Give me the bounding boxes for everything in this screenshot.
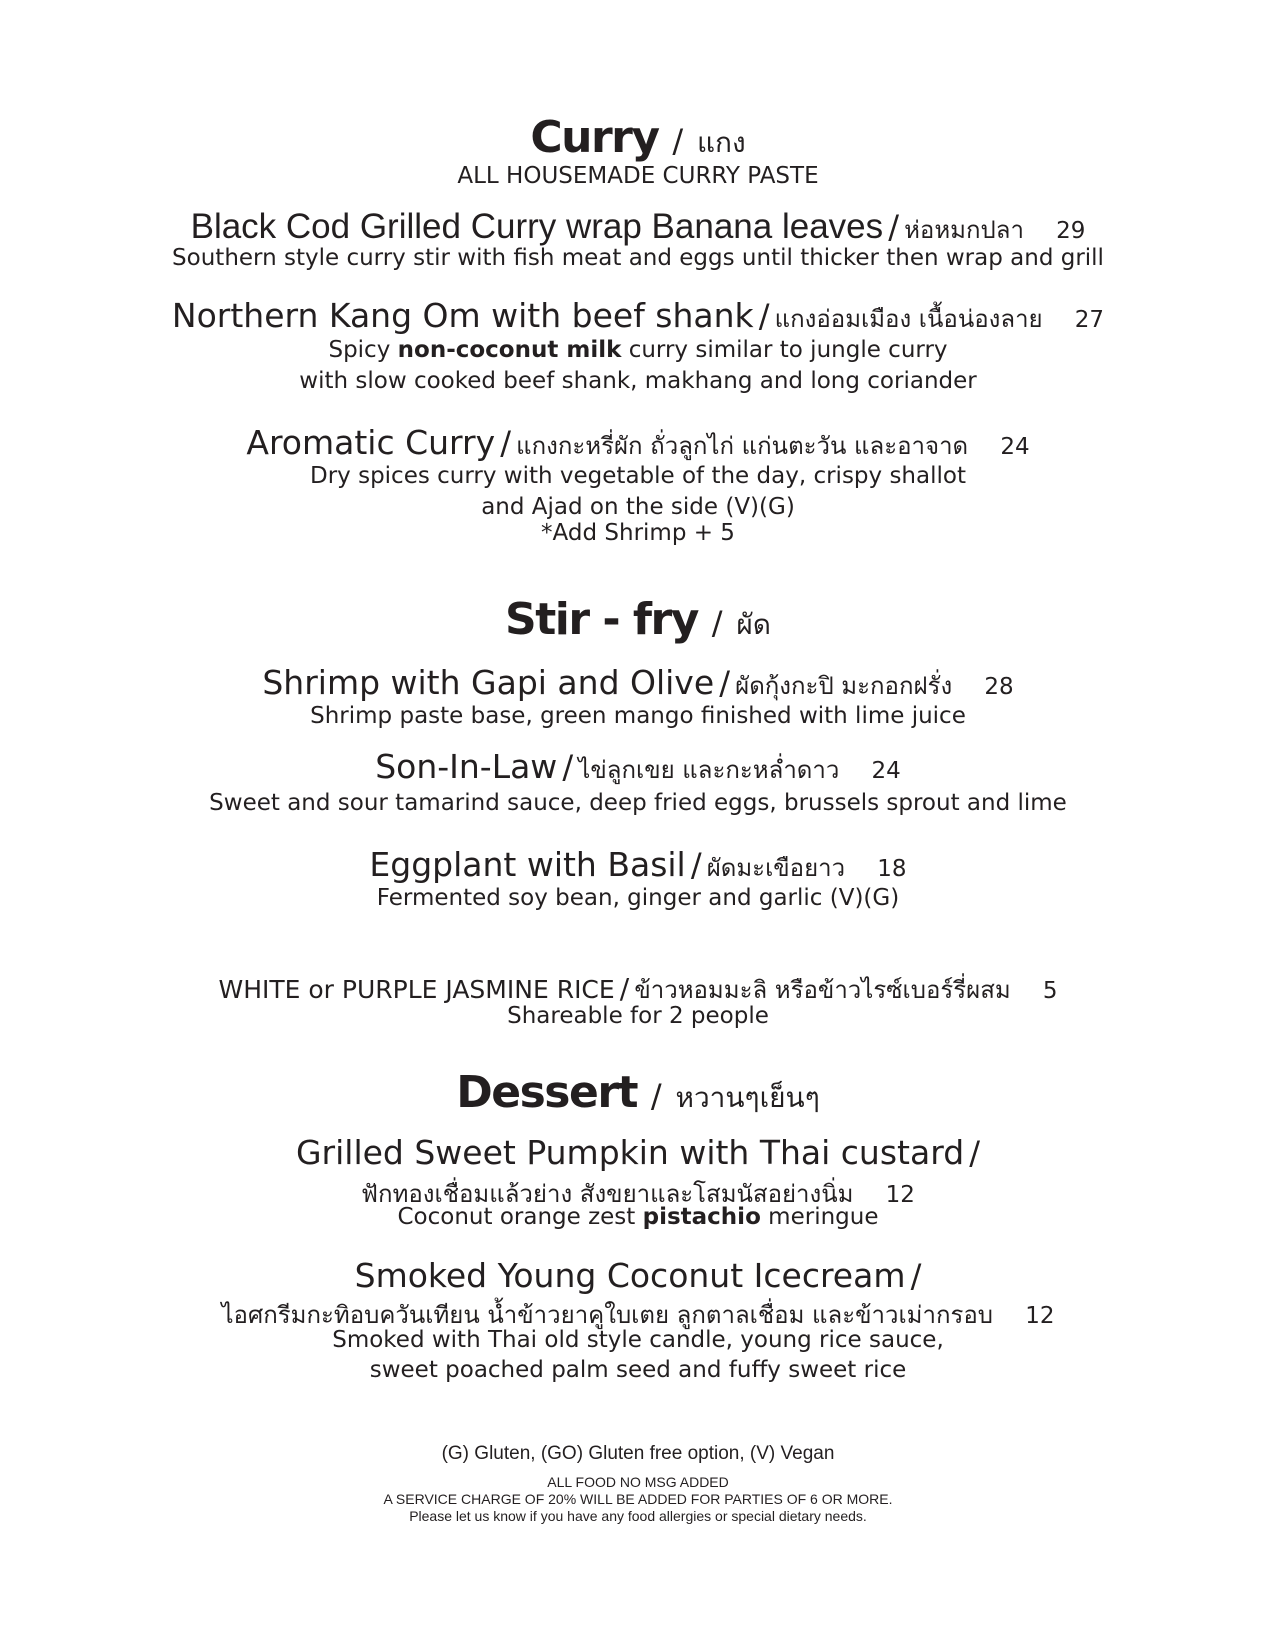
item-description: Spicy non-coconut milk curry similar to jungle curry xyxy=(328,337,948,363)
highlight-text: non-coconut milk xyxy=(397,337,622,363)
menu-item-title: Eggplant with Basil / ผัดมะเขือยาว 18 xyxy=(369,845,907,884)
footer-service-charge: A SERVICE CHARGE OF 20% WILL BE ADDED FOR PARTIES OF 6 OR MORE. xyxy=(383,1491,893,1507)
item-name: Shrimp with Gapi and Olive xyxy=(262,663,715,702)
item-description: Smoked with Thai old style candle, young rice sauce, xyxy=(332,1327,944,1353)
curry-subtitle: ALL HOUSEMADE CURRY PASTE xyxy=(457,163,819,189)
section-title: Dessert xyxy=(456,1067,638,1118)
menu-item-title: Black Cod Grilled Curry wrap Banana leaves / ห่อหมกปลา 29 xyxy=(190,207,1086,246)
footer-allergy-note: Please let us know if you have any food allergies or special dietary needs. xyxy=(409,1508,867,1524)
highlight-text: pistachio xyxy=(642,1204,761,1230)
section-title-thai: หวานๆเย็นๆ xyxy=(675,1081,820,1114)
item-name-thai: ห่อหมกปลา xyxy=(904,216,1024,244)
dessert-heading: Dessert / หวานๆเย็นๆ xyxy=(456,1067,820,1118)
item-price: 18 xyxy=(877,856,907,882)
stirfry-heading: Stir - fry / ผัด xyxy=(505,594,771,645)
menu-item-title: Grilled Sweet Pumpkin with Thai custard / xyxy=(295,1133,981,1172)
item-description: Shrimp paste base, green mango finished with lime juice xyxy=(310,703,966,729)
item-price: 12 xyxy=(1025,1303,1055,1329)
rice-item-title: WHITE or PURPLE JASMINE RICE / ข้าวหอมมะลิ หรือข้าวไรซ์เบอร์รี่ผสม 5 xyxy=(218,972,1058,1005)
item-price: 29 xyxy=(1056,218,1086,244)
menu-item-title: Northern Kang Om with beef shank / แกงอ่อมเมือง เนื้อน่องลาย 27 xyxy=(171,296,1105,335)
item-price: 24 xyxy=(871,758,901,784)
item-price: 12 xyxy=(885,1182,915,1208)
item-description: Shareable for 2 people xyxy=(507,1003,769,1029)
footer-msg: ALL FOOD NO MSG ADDED xyxy=(547,1474,729,1490)
item-name: Son-In-Law xyxy=(375,747,558,786)
item-name: WHITE or PURPLE JASMINE RICE xyxy=(218,975,615,1004)
menu-item-title: Smoked Young Coconut Icecream / xyxy=(354,1256,922,1295)
item-name: Aromatic Curry xyxy=(246,423,496,462)
item-name: Eggplant with Basil xyxy=(369,845,686,884)
section-title-thai: แกง xyxy=(696,126,746,159)
item-price: 24 xyxy=(1000,434,1030,460)
item-name: Smoked Young Coconut Icecream xyxy=(354,1256,906,1295)
item-description: Dry spices curry with vegetable of the day, crispy shallot xyxy=(310,463,966,489)
item-price: 27 xyxy=(1074,307,1105,333)
section-title: Curry xyxy=(530,112,659,163)
item-description: sweet poached palm seed and fuffy sweet rice xyxy=(369,1357,907,1383)
item-description: and Ajad on the side (V)(G) xyxy=(481,494,795,520)
item-description: with slow cooked beef shank, makhang and long coriander xyxy=(299,368,977,394)
item-name-thai: ผัดกุ้งกะปิ มะกอกฝรั่ง xyxy=(735,672,953,700)
item-name-thai: ฟักทองเชื่อมแล้วย่าง สังขยาและโสมนัสอย่างนิ่ม xyxy=(361,1180,854,1208)
item-description: Coconut orange zest pistachio meringue xyxy=(397,1204,879,1230)
item-name-thai: ไข่ลูกเขย และกะหล่ำดาว xyxy=(578,756,840,784)
item-description: Southern style curry stir with fish meat and eggs until thicker then wrap and grill xyxy=(172,245,1104,271)
item-description: Sweet and sour tamarind sauce, deep fried eggs, brussels sprout and lime xyxy=(209,790,1067,816)
curry-heading: Curry / แกง xyxy=(530,112,746,163)
section-title-thai: ผัด xyxy=(736,608,771,641)
item-name: Northern Kang Om with beef shank xyxy=(171,296,754,335)
item-name-thai: ผัดมะเขือยาว xyxy=(706,854,846,882)
item-name-thai: แกงกะหรี่ผัก ถั่วลูกไก่ แก่นตะวัน และอาจาด xyxy=(516,432,969,460)
item-description: Fermented soy bean, ginger and garlic (V)(G) xyxy=(376,885,900,911)
section-title: Stir - fry xyxy=(505,594,698,645)
menu-item-title: Shrimp with Gapi and Olive / ผัดกุ้งกะปิ มะกอกฝรั่ง 28 xyxy=(262,663,1014,702)
item-price: 28 xyxy=(984,674,1014,700)
item-name: Black Cod Grilled Curry wrap Banana leaves xyxy=(190,207,884,246)
item-description: *Add Shrimp + 5 xyxy=(541,520,735,546)
item-name-thai: ข้าวหอมมะลิ หรือข้าวไรซ์เบอร์รี่ผสม xyxy=(634,976,1011,1004)
dietary-legend: (G) Gluten, (GO) Gluten free option, (V) Vegan xyxy=(441,1443,835,1464)
item-name: Grilled Sweet Pumpkin with Thai custard xyxy=(295,1133,965,1172)
item-price: 5 xyxy=(1042,978,1058,1004)
item-name-thai: แกงอ่อมเมือง เนื้อน่องลาย xyxy=(774,305,1043,333)
menu-item-title: Son-In-Law / ไข่ลูกเขย และกะหล่ำดาว 24 xyxy=(375,747,901,786)
menu-item-title: Aromatic Curry / แกงกะหรี่ผัก ถั่วลูกไก่ แก่นตะวัน และอาจาด 24 xyxy=(246,423,1030,462)
item-name-thai: ไอศกรีมกะทิอบควันเทียน น้ำข้าวยาคูใบเตย ลูกตาลเชื่อม และข้าวเม่ากรอบ xyxy=(221,1301,994,1329)
